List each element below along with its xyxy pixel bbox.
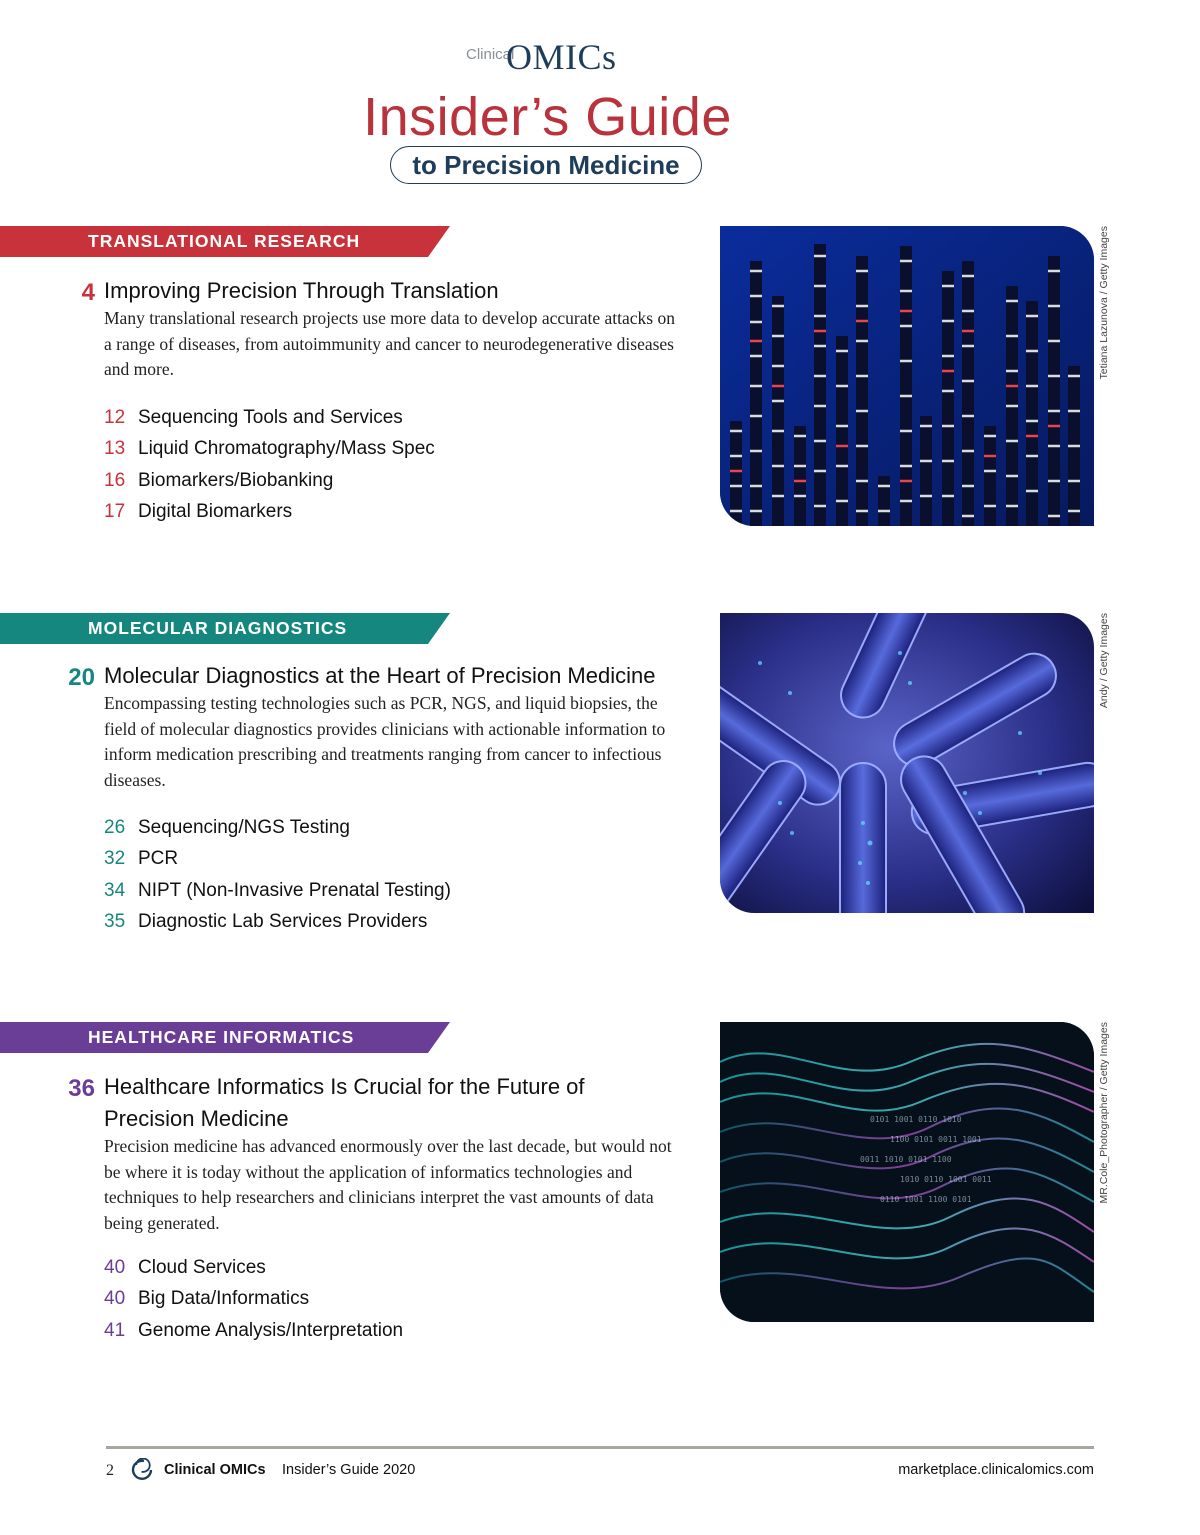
svg-text:1010 0110 1001 0011: 1010 0110 1001 0011 bbox=[900, 1175, 992, 1184]
footer-brand: Clinical OMICs bbox=[164, 1462, 266, 1478]
list-item[interactable] bbox=[104, 497, 435, 529]
svg-text:1100 0101 0011 1001: 1100 0101 0011 1001 bbox=[890, 1135, 982, 1144]
section-description: Many translational research projects use more data to develop accurate attacks on a range of diseases, from autoimmunity and cancer to neurodegenerative diseases and more. bbox=[104, 308, 675, 379]
section-page-number[interactable]: 20 bbox=[68, 664, 95, 691]
list-item[interactable] bbox=[104, 1284, 403, 1316]
section-title[interactable]: Improving Precision Through Translation bbox=[104, 278, 499, 303]
test-tubes-illustration bbox=[720, 613, 1094, 913]
item-page: 17 bbox=[104, 501, 126, 523]
section-title-line-1[interactable]: Healthcare Informatics Is Crucial for the Future of bbox=[104, 1074, 585, 1099]
item-label: Genome Analysis/Interpretation bbox=[138, 1319, 404, 1341]
banner-label: HEALTHCARE INFORMATICS bbox=[88, 1027, 355, 1047]
list-item[interactable] bbox=[104, 907, 451, 939]
list-item[interactable] bbox=[104, 1252, 403, 1284]
subsection-list bbox=[104, 812, 451, 938]
list-item[interactable] bbox=[104, 875, 451, 907]
photo-credit-text: Andy / Getty Images bbox=[1098, 613, 1110, 709]
item-label: Sequencing Tools and Services bbox=[138, 406, 403, 428]
item-label: Biomarkers/Biobanking bbox=[138, 469, 334, 491]
item-page: 35 bbox=[104, 911, 126, 933]
footer-page-number: 2 bbox=[106, 1462, 114, 1479]
section-title[interactable]: Molecular Diagnostics at the Heart of Precision Medicine bbox=[104, 663, 656, 688]
test-tubes-photo bbox=[720, 613, 1094, 913]
photo-credit bbox=[1098, 1022, 1112, 1216]
clinical-omics-logo-icon bbox=[130, 1458, 154, 1482]
list-item[interactable] bbox=[104, 465, 435, 497]
item-page: 40 bbox=[104, 1288, 126, 1310]
section-page-number[interactable]: 36 bbox=[68, 1075, 95, 1102]
item-label: Cloud Services bbox=[138, 1256, 266, 1278]
item-page: 41 bbox=[104, 1319, 126, 1341]
dna-gel-illustration bbox=[720, 226, 1094, 526]
section-title-line-2[interactable]: Precision Medicine bbox=[104, 1106, 289, 1131]
subsection-list bbox=[104, 402, 435, 528]
logo-omics-text: OMICs bbox=[506, 37, 617, 77]
item-page: 40 bbox=[104, 1256, 126, 1278]
footer-url-link[interactable]: marketplace.clinicalomics.com bbox=[898, 1462, 1094, 1478]
footer-guide-name: Insider’s Guide 2020 bbox=[282, 1462, 416, 1478]
dna-sequencing-photo bbox=[720, 226, 1094, 526]
photo-credit bbox=[1098, 613, 1112, 717]
subsection-list bbox=[104, 1252, 403, 1347]
item-label: Diagnostic Lab Services Providers bbox=[138, 911, 428, 933]
section-description: Encompassing testing technologies such as PCR, NGS, and liquid biopsies, the field of molecular diagnostics provides clinicians with actionable information to inform medication prescribing and treatments ranging from cancer to infectious diseases. bbox=[104, 693, 666, 790]
item-page: 26 bbox=[104, 816, 126, 838]
item-label: Liquid Chromatography/Mass Spec bbox=[138, 438, 435, 460]
item-label: Big Data/Informatics bbox=[138, 1288, 310, 1310]
list-item[interactable] bbox=[104, 1315, 403, 1347]
list-item[interactable] bbox=[104, 434, 435, 466]
photo-credit-text: Tetiana Lazunova / Getty Images bbox=[1098, 226, 1110, 380]
footer-rule bbox=[106, 1446, 1094, 1449]
list-item[interactable] bbox=[104, 844, 451, 876]
item-label: Digital Biomarkers bbox=[138, 501, 293, 523]
banner-label: MOLECULAR DIAGNOSTICS bbox=[88, 618, 348, 638]
item-label: PCR bbox=[138, 848, 179, 870]
item-page: 34 bbox=[104, 879, 126, 901]
item-label: NIPT (Non-Invasive Prenatal Testing) bbox=[138, 879, 451, 901]
page-subtitle: to Precision Medicine bbox=[390, 146, 702, 184]
item-page: 13 bbox=[104, 438, 126, 460]
page-title: Insider’s Guide bbox=[363, 87, 732, 147]
data-wave-illustration bbox=[720, 1022, 1094, 1322]
photo-credit bbox=[1098, 226, 1112, 391]
list-item[interactable] bbox=[104, 402, 435, 434]
section-description: Precision medicine has advanced enormously over the last decade, but would not be where it is today without the application of informatics technologies and techniques to help researchers and clinicians interpret the vast amounts of data being generated. bbox=[104, 1136, 672, 1233]
svg-text:0101 1001 0110 1010: 0101 1001 0110 1010 bbox=[870, 1115, 962, 1124]
item-page: 16 bbox=[104, 469, 126, 491]
logo-icon-svg bbox=[130, 1458, 154, 1482]
logo-clinical-text: Clinical bbox=[466, 46, 515, 63]
item-label: Sequencing/NGS Testing bbox=[138, 816, 350, 838]
photo-credit-text: MR.Cole_Photographer / Getty Images bbox=[1098, 1022, 1110, 1204]
section-page-number[interactable]: 4 bbox=[81, 279, 95, 306]
banner-label: TRANSLATIONAL RESEARCH bbox=[88, 231, 361, 251]
item-page: 32 bbox=[104, 848, 126, 870]
section-banner-translational-research bbox=[0, 226, 450, 257]
section-banner-healthcare-informatics bbox=[0, 1022, 450, 1053]
list-item[interactable] bbox=[104, 812, 451, 844]
item-page: 12 bbox=[104, 406, 126, 428]
svg-text:0110 1001 1100 0101: 0110 1001 1100 0101 bbox=[880, 1195, 972, 1204]
data-wave-photo bbox=[720, 1022, 1094, 1322]
svg-text:0011 1010 0101 1100: 0011 1010 0101 1100 bbox=[860, 1155, 952, 1164]
section-banner-molecular-diagnostics bbox=[0, 613, 450, 644]
